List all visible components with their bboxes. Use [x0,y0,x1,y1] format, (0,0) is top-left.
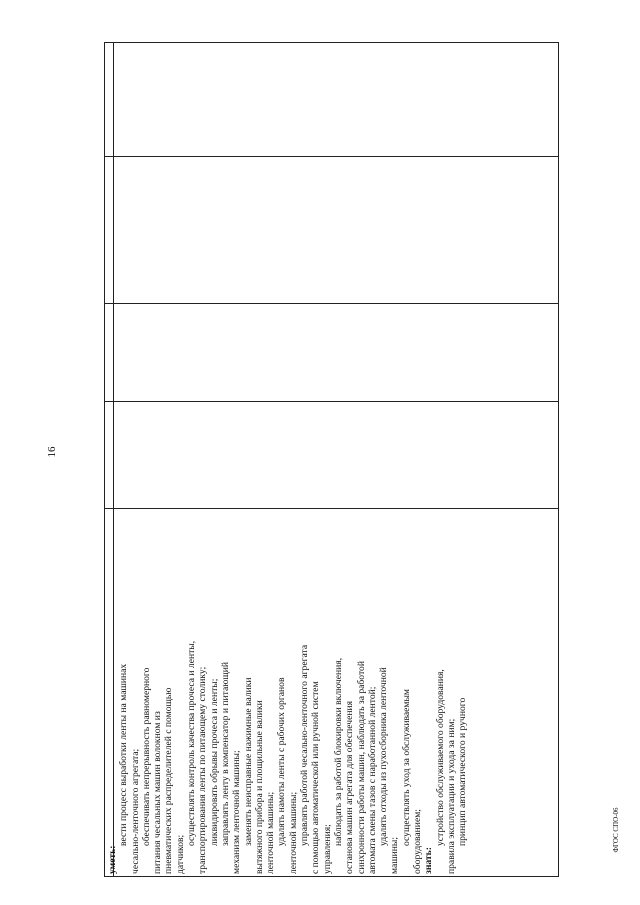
text-line: датчиков; [174,834,186,874]
text-line: машины; [389,836,401,874]
text-line: транспортирования ленты по питающему столику; [197,666,209,874]
text-line: ликвидировать обрывы прочеса и ленты; [208,678,220,846]
text-line: обеспечивать непрерывность равномерного [140,667,152,846]
row-divider [105,401,558,402]
znat-heading: знать: [423,847,435,874]
text-line: устройство обслуживаемого оборудования, [434,669,446,846]
text-line: автомата смены тазов с наработанной лентой; [366,686,378,874]
text-line: механизм ленточной машины; [231,750,243,874]
text-line: удалять намоты ленты с рабочих органов [276,677,288,846]
text-line: питания чесальных машин волокном из [152,711,164,874]
text-line: вести процесс выработки ленты на машинах [118,663,130,846]
text-line: управлять работой чесально-ленточного агрегата [299,644,311,846]
text-line: наблюдать за работой блокировки включения, [332,657,344,846]
page-number: 16 [46,446,58,458]
znat-list [435,510,469,874]
text-line: заправлять ленту в компенсатор и питающий [219,661,231,846]
text-line: пневматических распределителей с помощью [163,687,175,874]
text-line: ленточной машины; [265,791,277,874]
text-line: осуществлять контроль качества прочеса и ленты, [186,640,198,846]
text-line: управления; [321,824,333,874]
text-line: осуществлять уход за обслуживаемым [400,688,412,846]
text-line: удалять отходы из пухосборника ленточной [378,667,390,846]
text-line: принцип автоматического и ручного [457,697,469,846]
text-line: с помощью автоматической или ручной систем [310,681,322,874]
text-line: ленточной машины; [287,791,299,874]
text-line: вытяжного прибора и площильные валики [253,700,265,874]
text-line: синхронности работы машин, наблюдать за работой [355,661,367,874]
text-line: оборудованием; [412,809,424,874]
umet-heading: уметь: [107,845,118,874]
text-line: заменять неисправные нажимные валики [242,677,254,846]
text-line: чесально-ленточного агрегата; [129,748,141,874]
footer-code: ФГОС СПО-06 [612,807,620,853]
row-divider [105,156,558,157]
umet-list [118,510,423,874]
row-divider [105,303,558,304]
text-line: останова машин агрегата для обеспечения [344,700,356,874]
skills-text-cell [106,507,558,877]
text-line: правила эксплуатации и ухода за ним; [445,718,457,874]
